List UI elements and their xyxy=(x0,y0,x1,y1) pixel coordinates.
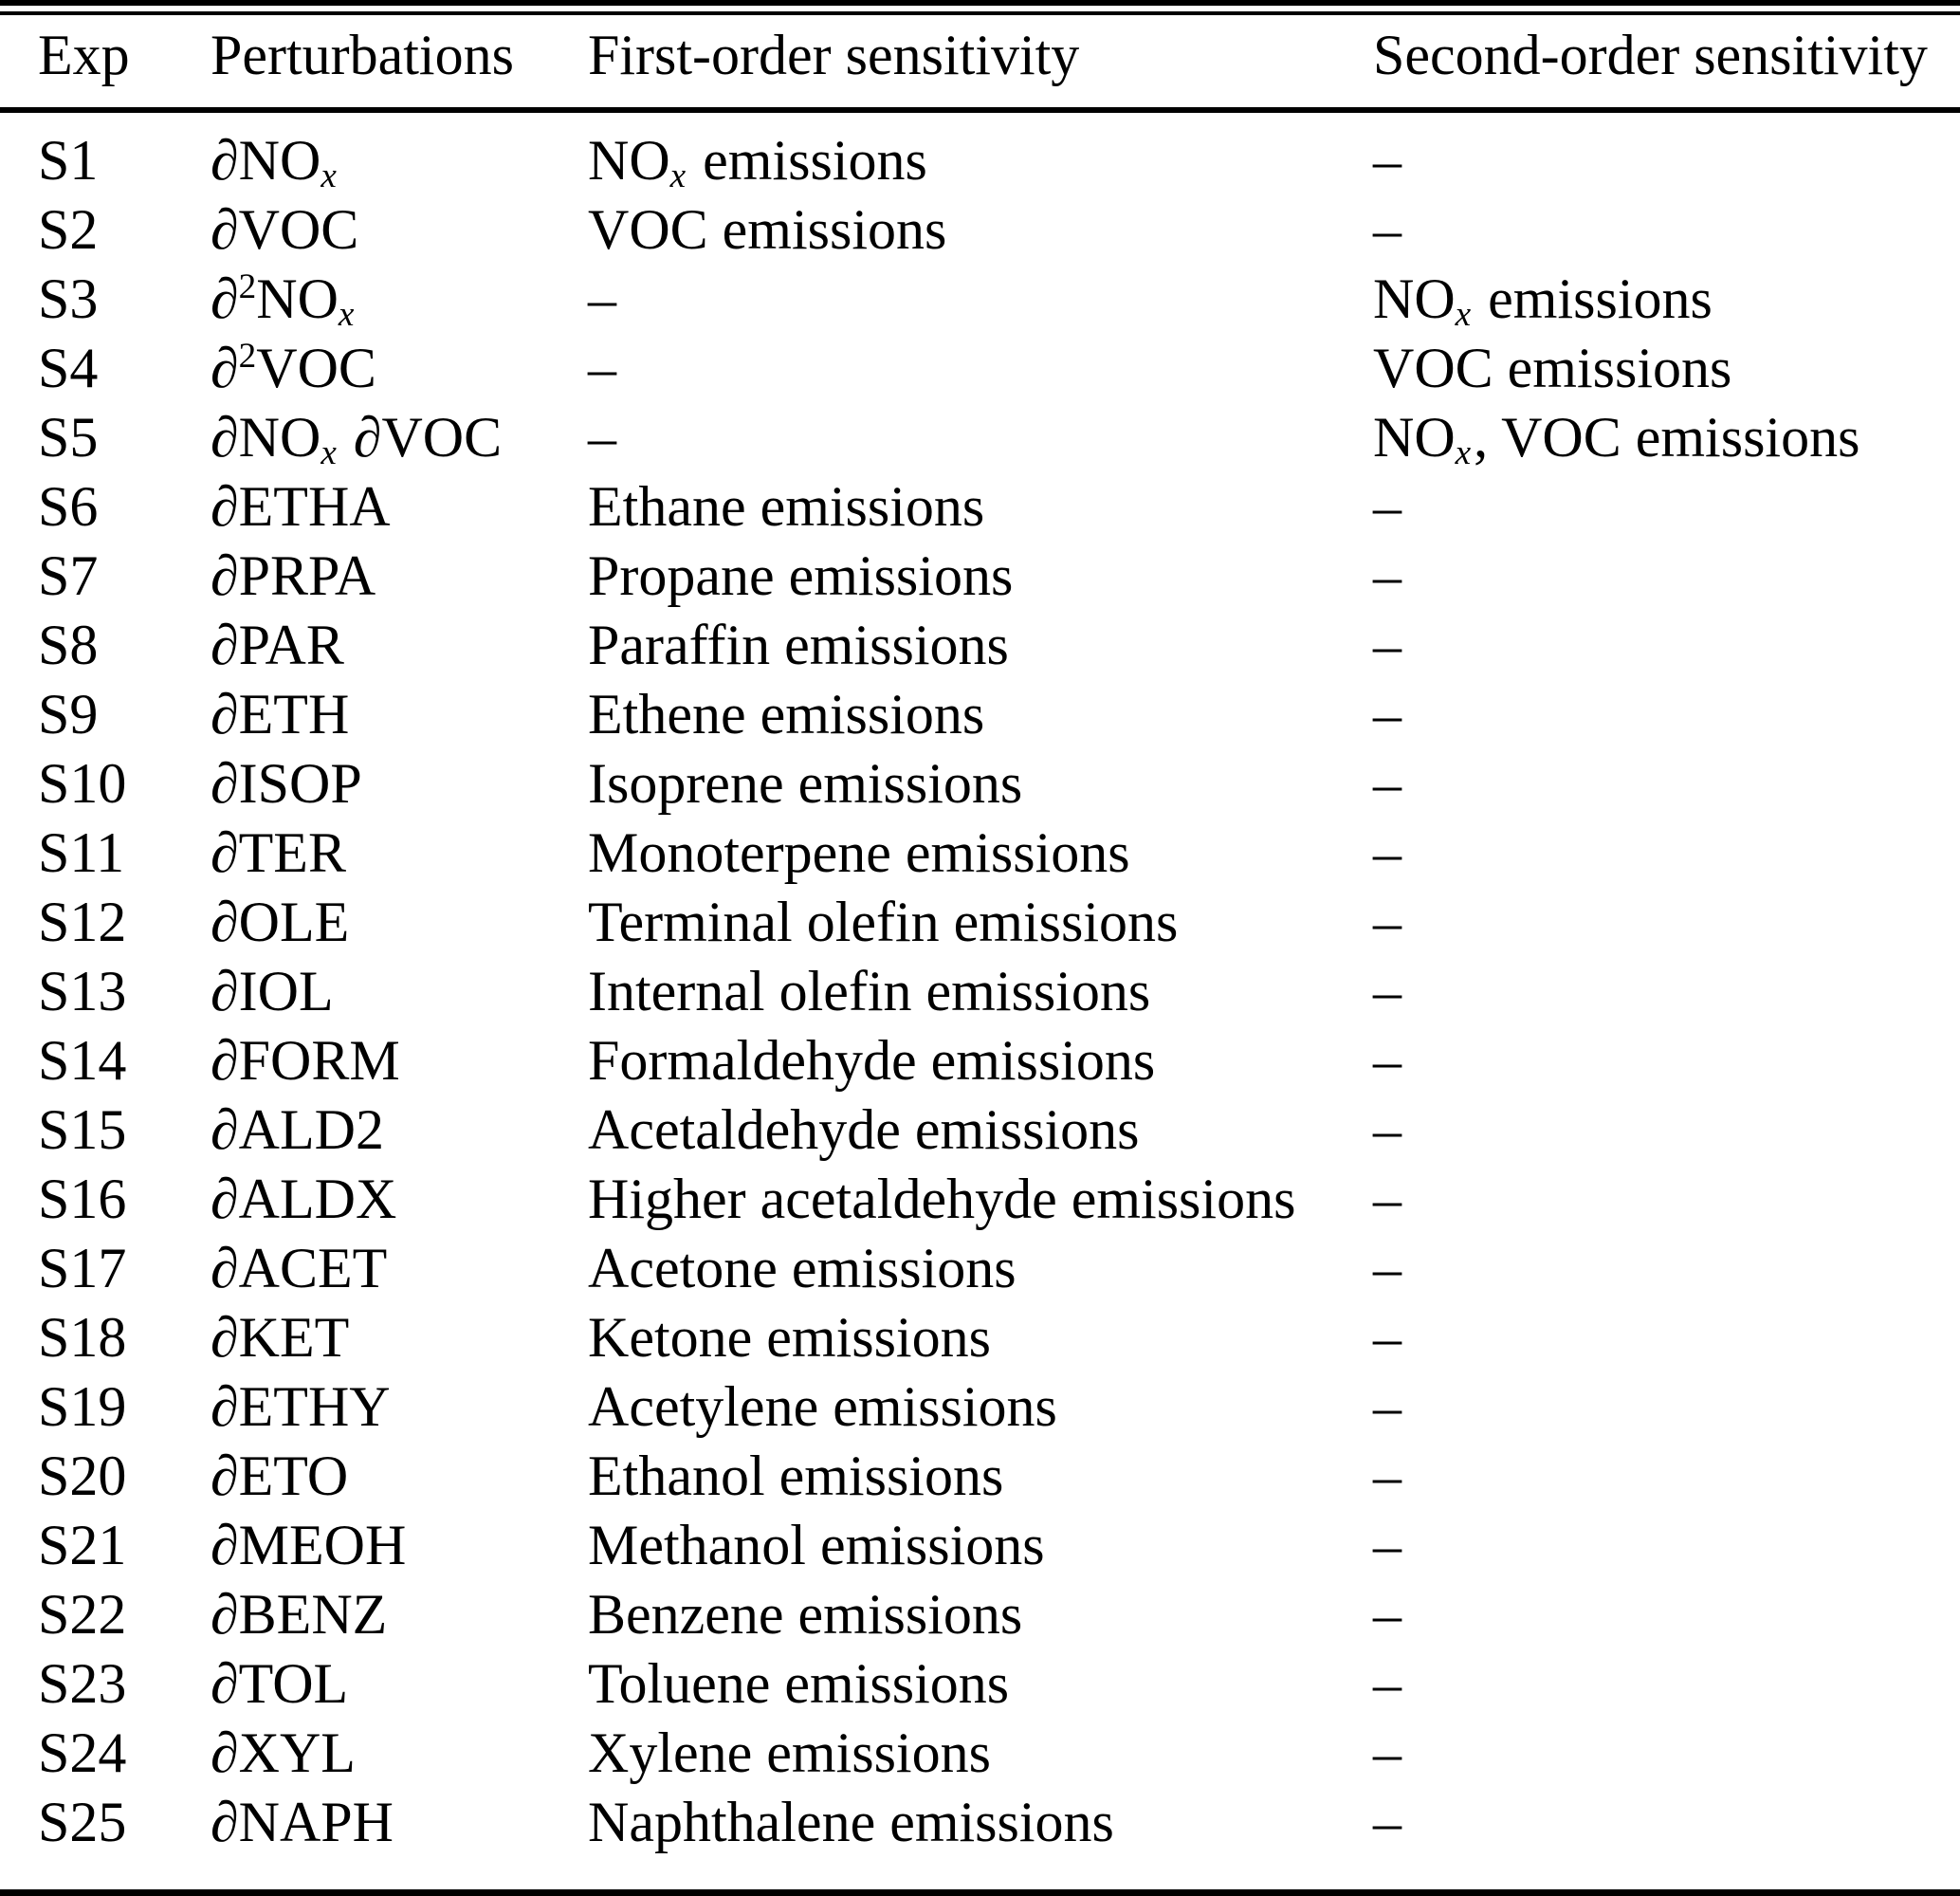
exp-cell: S1 xyxy=(38,128,99,192)
second-order-sensitivity-cell: – xyxy=(1373,1444,1401,1507)
perturbation-cell: ∂ACET xyxy=(211,1236,388,1299)
exp-cell: S2 xyxy=(38,197,99,261)
first-order-sensitivity-cell: – xyxy=(588,267,616,330)
exp-cell: S18 xyxy=(38,1305,127,1369)
second-order-sensitivity-cell: – xyxy=(1373,613,1401,676)
second-order-sensitivity-cell: – xyxy=(1373,1582,1401,1646)
exp-cell: S8 xyxy=(38,613,99,676)
second-order-sensitivity-cell: NOx emissions xyxy=(1373,267,1713,334)
exp-cell: S11 xyxy=(38,820,125,884)
second-order-sensitivity-cell: – xyxy=(1373,197,1401,261)
sensitivity-experiments-table xyxy=(38,15,1960,1856)
first-order-sensitivity-cell: Acetaldehyde emissions xyxy=(588,1097,1140,1161)
first-order-sensitivity-cell: Ketone emissions xyxy=(588,1305,991,1369)
perturbation-cell: ∂ISOP xyxy=(211,751,362,815)
second-order-sensitivity-cell: – xyxy=(1373,1097,1401,1161)
exp-cell: S7 xyxy=(38,543,99,607)
perturbation-cell: ∂BENZ xyxy=(211,1582,388,1646)
second-order-sensitivity-cell: – xyxy=(1373,1028,1401,1092)
perturbation-cell: ∂XYL xyxy=(211,1721,356,1784)
exp-cell: S20 xyxy=(38,1444,127,1507)
first-order-sensitivity-cell: Isoprene emissions xyxy=(588,751,1023,815)
second-order-sensitivity-cell: – xyxy=(1373,543,1401,607)
first-order-sensitivity-cell: – xyxy=(588,336,616,399)
second-order-sensitivity-cell: – xyxy=(1373,1651,1401,1715)
second-order-sensitivity-cell: NOx, VOC emissions xyxy=(1373,405,1860,472)
second-order-sensitivity-cell: – xyxy=(1373,1167,1401,1230)
exp-cell: S13 xyxy=(38,959,127,1022)
second-order-sensitivity-cell: – xyxy=(1373,1721,1401,1784)
first-order-sensitivity-cell: Ethane emissions xyxy=(588,474,985,538)
first-order-sensitivity-cell: Methanol emissions xyxy=(588,1513,1045,1576)
column-header-second-order-sensitivity: Second-order sensitivity xyxy=(1373,24,1928,86)
top-rule-outer xyxy=(0,0,1960,6)
exp-cell: S15 xyxy=(38,1097,127,1161)
exp-cell: S21 xyxy=(38,1513,127,1576)
first-order-sensitivity-cell: Naphthalene emissions xyxy=(588,1790,1114,1853)
second-order-sensitivity-cell: – xyxy=(1373,682,1401,746)
column-header-perturbations: Perturbations xyxy=(211,24,514,86)
second-order-sensitivity-cell: – xyxy=(1373,1790,1401,1853)
exp-cell: S3 xyxy=(38,267,99,330)
second-order-sensitivity-cell: – xyxy=(1373,751,1401,815)
perturbation-cell: ∂VOC xyxy=(211,197,359,261)
perturbation-cell: ∂NOx ∂VOC xyxy=(211,405,503,472)
exp-cell: S4 xyxy=(38,336,99,399)
second-order-sensitivity-cell: – xyxy=(1373,1236,1401,1299)
second-order-sensitivity-cell: – xyxy=(1373,820,1401,884)
exp-cell: S14 xyxy=(38,1028,127,1092)
second-order-sensitivity-cell: – xyxy=(1373,128,1401,192)
exp-cell: S10 xyxy=(38,751,127,815)
perturbation-cell: ∂NAPH xyxy=(211,1790,394,1853)
exp-cell: S22 xyxy=(38,1582,127,1646)
perturbation-cell: ∂PAR xyxy=(211,613,344,676)
first-order-sensitivity-cell: Benzene emissions xyxy=(588,1582,1023,1646)
first-order-sensitivity-cell: Monoterpene emissions xyxy=(588,820,1130,884)
second-order-sensitivity-cell: – xyxy=(1373,1513,1401,1576)
perturbation-cell: ∂TER xyxy=(211,820,346,884)
exp-cell: S16 xyxy=(38,1167,127,1230)
column-header-exp: Exp xyxy=(38,24,130,86)
first-order-sensitivity-cell: Ethanol emissions xyxy=(588,1444,1004,1507)
first-order-sensitivity-cell: Ethene emissions xyxy=(588,682,985,746)
first-order-sensitivity-cell: Acetylene emissions xyxy=(588,1374,1057,1438)
first-order-sensitivity-cell: VOC emissions xyxy=(588,197,947,261)
second-order-sensitivity-cell: VOC emissions xyxy=(1373,336,1732,399)
first-order-sensitivity-cell: Acetone emissions xyxy=(588,1236,1017,1299)
perturbation-cell: ∂OLE xyxy=(211,890,350,953)
perturbation-cell: ∂$^2$VOC xyxy=(211,336,376,399)
first-order-sensitivity-cell: – xyxy=(588,405,616,469)
perturbation-cell: ∂TOL xyxy=(211,1651,349,1715)
perturbation-cell: ∂PRPA xyxy=(211,543,376,607)
exp-cell: S6 xyxy=(38,474,99,538)
second-order-sensitivity-cell: – xyxy=(1373,1374,1401,1438)
perturbation-cell: ∂ETO xyxy=(211,1444,349,1507)
exp-cell: S19 xyxy=(38,1374,127,1438)
perturbation-cell: ∂KET xyxy=(211,1305,350,1369)
perturbation-cell: ∂ETH xyxy=(211,682,350,746)
perturbation-cell: ∂IOL xyxy=(211,959,334,1022)
exp-cell: S25 xyxy=(38,1790,127,1853)
second-order-sensitivity-cell: – xyxy=(1373,474,1401,538)
exp-cell: S24 xyxy=(38,1721,127,1784)
first-order-sensitivity-cell: Terminal olefin emissions xyxy=(588,890,1179,953)
perturbation-cell: ∂ALDX xyxy=(211,1167,397,1230)
second-order-sensitivity-cell: – xyxy=(1373,1305,1401,1369)
bottom-rule xyxy=(0,1889,1960,1896)
exp-cell: S9 xyxy=(38,682,99,746)
first-order-sensitivity-cell: Propane emissions xyxy=(588,543,1014,607)
perturbation-cell: ∂NOx xyxy=(211,128,337,195)
perturbation-cell: ∂FORM xyxy=(211,1028,400,1092)
perturbation-cell: ∂ALD2 xyxy=(211,1097,384,1161)
exp-cell: S5 xyxy=(38,405,99,469)
exp-cell: S23 xyxy=(38,1651,127,1715)
first-order-sensitivity-cell: Paraffin emissions xyxy=(588,613,1009,676)
exp-cell: S17 xyxy=(38,1236,127,1299)
first-order-sensitivity-cell: NOx emissions xyxy=(588,128,927,195)
perturbation-cell: ∂ETHY xyxy=(211,1374,391,1438)
column-header-first-order-sensitivity: First-order sensitivity xyxy=(588,24,1080,86)
perturbation-cell: ∂ETHA xyxy=(211,474,391,538)
first-order-sensitivity-cell: Toluene emissions xyxy=(588,1651,1010,1715)
first-order-sensitivity-cell: Formaldehyde emissions xyxy=(588,1028,1156,1092)
perturbation-cell: ∂$^2$NOx xyxy=(211,267,355,334)
first-order-sensitivity-cell: Internal olefin emissions xyxy=(588,959,1151,1022)
first-order-sensitivity-cell: Xylene emissions xyxy=(588,1721,991,1784)
first-order-sensitivity-cell: Higher acetaldehyde emissions xyxy=(588,1167,1296,1230)
perturbation-cell: ∂MEOH xyxy=(211,1513,407,1576)
second-order-sensitivity-cell: – xyxy=(1373,959,1401,1022)
exp-cell: S12 xyxy=(38,890,127,953)
second-order-sensitivity-cell: – xyxy=(1373,890,1401,953)
